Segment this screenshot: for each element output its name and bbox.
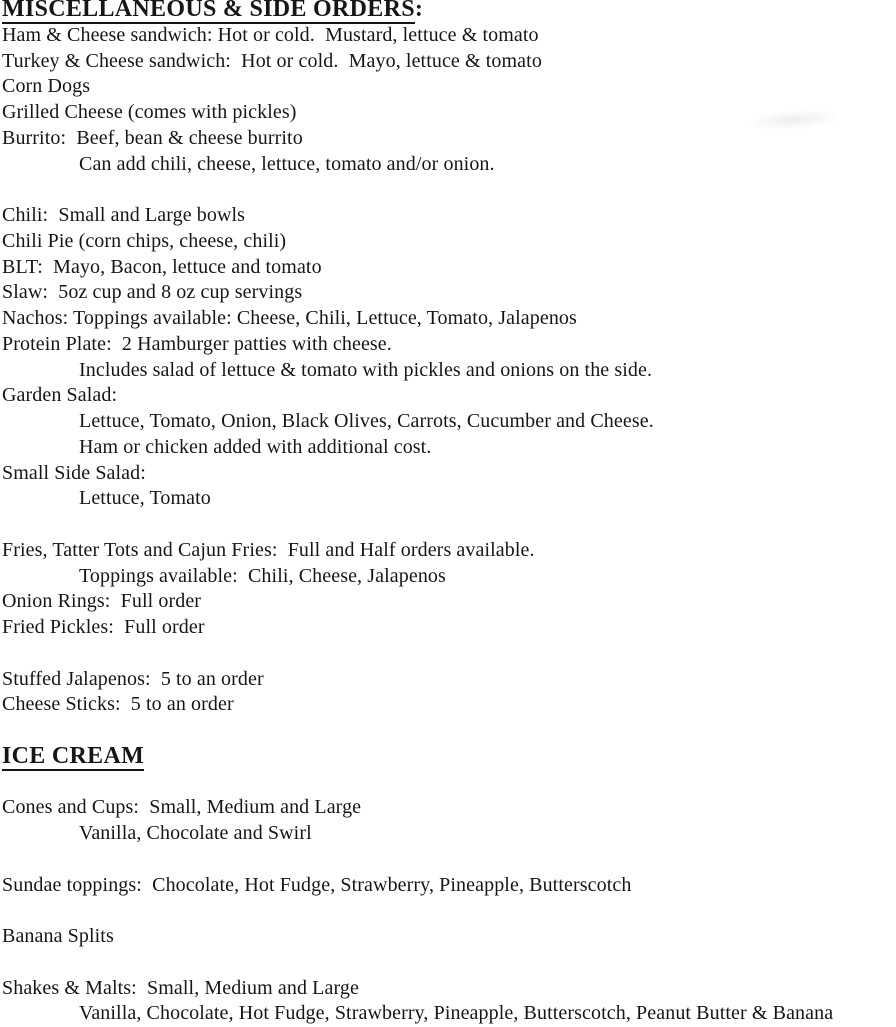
menu-line: Garden Salad: (2, 383, 896, 409)
blank-line (2, 512, 896, 538)
menu-line: Stuffed Jalapenos: 5 to an order (2, 667, 896, 693)
menu-line: Toppings available: Chili, Cheese, Jalapenos (2, 564, 896, 590)
menu-line: Cheese Sticks: 5 to an order (2, 692, 896, 718)
menu-line: Onion Rings: Full order (2, 589, 896, 615)
menu-line: Vanilla, Chocolate, Hot Fudge, Strawberry, Pineapple, Butterscotch, Peanut Butter & Banana (2, 1001, 896, 1027)
menu-line: Grilled Cheese (comes with pickles) (2, 100, 896, 126)
menu-line: Can add chili, cheese, lettuce, tomato and/or onion. (2, 152, 896, 178)
section-ice-cream (2, 744, 896, 1027)
menu-line: Chili Pie (corn chips, cheese, chili) (2, 229, 896, 255)
blank-line (2, 718, 896, 744)
menu-line: Includes salad of lettuce & tomato with pickles and onions on the side. (2, 358, 896, 384)
menu-line: Lettuce, Tomato, Onion, Black Olives, Carrots, Cucumber and Cheese. (2, 409, 896, 435)
section-heading-miscellaneous (2, 0, 896, 23)
menu-line: BLT: Mayo, Bacon, lettuce and tomato (2, 255, 896, 281)
menu-document (2, 0, 896, 1027)
menu-line: Vanilla, Chocolate and Swirl (2, 821, 896, 847)
menu-line: Turkey & Cheese sandwich: Hot or cold. Mayo, lettuce & tomato (2, 49, 896, 75)
blank-line (2, 898, 896, 924)
menu-line: Burrito: Beef, bean & cheese burrito (2, 126, 896, 152)
blank-line (2, 770, 896, 796)
heading-text: MISCELLANEOUS & SIDE ORDERS (2, 0, 415, 24)
menu-line: Cones and Cups: Small, Medium and Large (2, 795, 896, 821)
menu-line: Nachos: Toppings available: Cheese, Chili, Lettuce, Tomato, Jalapenos (2, 306, 896, 332)
menu-line: Ham & Cheese sandwich: Hot or cold. Mustard, lettuce & tomato (2, 23, 896, 49)
menu-line: Chili: Small and Large bowls (2, 203, 896, 229)
heading-text: ICE CREAM (2, 743, 144, 771)
section-miscellaneous-side-orders (2, 0, 896, 744)
menu-line: Ham or chicken added with additional cost. (2, 435, 896, 461)
menu-lines-ice-cream (2, 770, 896, 1027)
menu-line: Slaw: 5oz cup and 8 oz cup servings (2, 280, 896, 306)
menu-line: Small Side Salad: (2, 461, 896, 487)
menu-line: Shakes & Malts: Small, Medium and Large (2, 976, 896, 1002)
blank-line (2, 847, 896, 873)
menu-line: Protein Plate: 2 Hamburger patties with cheese. (2, 332, 896, 358)
menu-line: Fries, Tatter Tots and Cajun Fries: Full and Half orders available. (2, 538, 896, 564)
section-heading-ice-cream (2, 744, 896, 770)
blank-line (2, 950, 896, 976)
menu-line: Lettuce, Tomato (2, 486, 896, 512)
menu-line: Sundae toppings: Chocolate, Hot Fudge, Strawberry, Pineapple, Butterscotch (2, 873, 896, 899)
menu-line: Fried Pickles: Full order (2, 615, 896, 641)
menu-line: Banana Splits (2, 924, 896, 950)
menu-lines-miscellaneous (2, 23, 896, 744)
blank-line (2, 177, 896, 203)
blank-line (2, 641, 896, 667)
menu-line: Corn Dogs (2, 74, 896, 100)
heading-colon: : (415, 0, 423, 22)
